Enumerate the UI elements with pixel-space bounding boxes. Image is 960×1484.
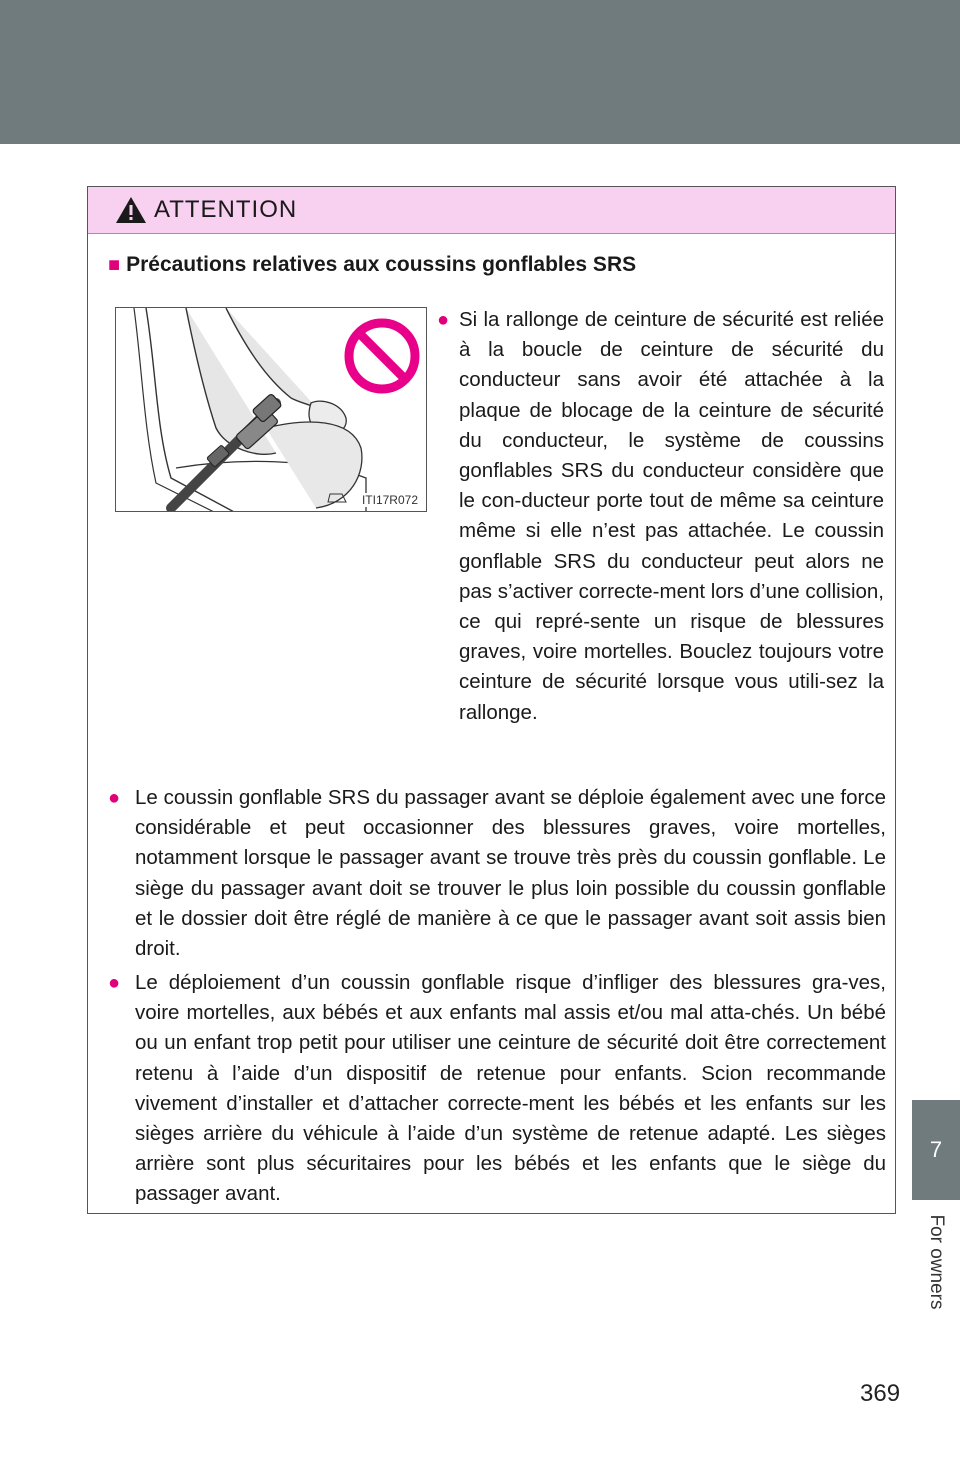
section-title-text: Précautions relatives aux coussins gonflables SRS [126, 253, 637, 276]
section-title [108, 253, 636, 277]
bullet-item-extender [437, 305, 884, 728]
bullet-text: Le coussin gonflable SRS du passager avant se déploie également avec une force considérable et peut occasionner des blessures graves, voire mortelles, notamment lorsque le passager avant se trouve très près du coussin gonflable. Le siège du passager avant doit se trouver le plus loin possible du coussin gonflable et le dossier doit être réglé de manière à ce que le passager avant soit assis bien droit. [135, 786, 886, 961]
attention-header [88, 187, 895, 234]
top-band [0, 0, 960, 144]
figure-code: ITI17R072 [361, 493, 418, 507]
bullet-text: Le déploiement d’un coussin gonflable risque d’infliger des blessures gra-ves, voire mortelles, aux bébés et aux enfants mal assis et/ou mal atta-chés. Un bébé ou un enfant trop petit pour utiliser une ceinture de sécurité doit être correctement retenu à l’aide d’un dispositif de retenue pour enfants. Scion recommande vivement d’installer et d’attacher correcte-ment les bébés et les enfants sur les sièges arrière du véhicule à l’aide d’un système de retenue adapté. Les sièges arrière sont plus sécuritaires pour les bébés et les enfants que le siège du passager avant. [135, 971, 886, 1206]
attention-title: ATTENTION [154, 196, 298, 223]
bullet-dot-icon: ● [437, 309, 450, 331]
chapter-number: 7 [929, 1137, 943, 1162]
bullet-item-children [108, 968, 886, 1210]
bullet-item-passenger-airbag [108, 783, 886, 964]
bullet-dot-icon: ● [108, 787, 121, 809]
attention-box [87, 186, 896, 1214]
chapter-tab [912, 1100, 960, 1200]
chapter-label: For owners [926, 1214, 947, 1310]
square-bullet-icon: ■ [108, 253, 121, 276]
seatbelt-extender-illustration [115, 307, 427, 512]
seatbelt-illustration [116, 308, 427, 512]
page-number: 369 [860, 1380, 901, 1407]
bullet-dot-icon: ● [108, 972, 121, 994]
bullet-text: Si la rallonge de ceinture de sécurité est reliée à la boucle de ceinture de sécurité du conducteur sans avoir été attachée à la plaque de blocage de la ceinture de sécurité du conducteur, le système de coussins gonflables SRS du conducteur considère que le con-ducteur porte tout de même sa ceinture même si elle n’est pas attachée. Le coussin gonflable SRS du conducteur peut alors ne pas s’activer correcte-ment lors d’une collision, ce qui repré-sente un risque de blessures graves, voire mortelles. Bouclez toujours votre ceinture de sécurité lorsque vous utili-sez la rallonge. [459, 308, 884, 724]
warning-triangle-icon [114, 195, 148, 225]
